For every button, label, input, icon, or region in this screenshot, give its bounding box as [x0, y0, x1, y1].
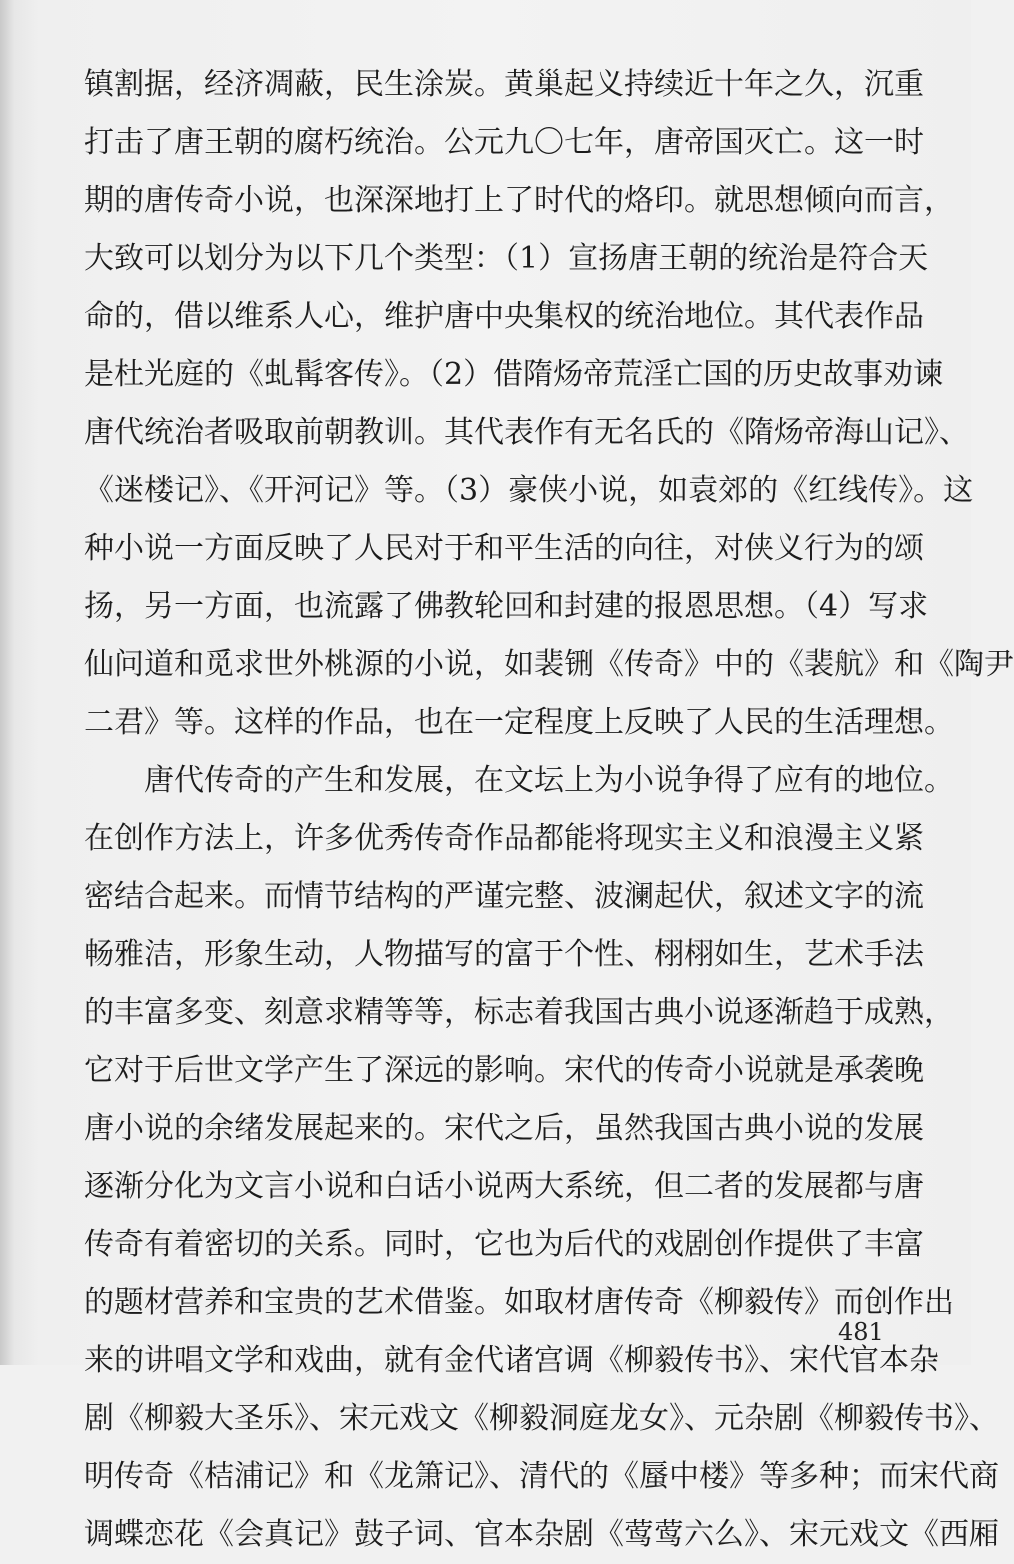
page-number: 481	[838, 1318, 884, 1346]
text-line-1: 镇割据，经济凋蔽，民生涂炭。黄巢起义持续近十年之久，沉重	[84, 67, 924, 102]
text-line-8: 《迷楼记》、《开河记》等。（3）豪侠小说，如袁郊的《红线传》。这	[84, 473, 974, 508]
text-line-14: 在创作方法上，许多优秀传奇作品都能将现实主义和浪漫主义紧	[84, 821, 924, 856]
text-line-18: 它对于后世文学产生了深远的影响。宋代的传奇小说就是承袭晚	[84, 1053, 924, 1088]
text-line-12: 二君》等。这样的作品，也在一定程度上反映了人民的生活理想。	[84, 705, 954, 740]
text-line-3: 期的唐传奇小说，也深深地打上了时代的烙印。就思想倾向而言，	[84, 183, 954, 218]
text-line-24: 剧《柳毅大圣乐》、宋元戏文《柳毅洞庭龙女》、元杂剧《柳毅传书》、	[84, 1401, 999, 1436]
text-line-9: 种小说一方面反映了人民对于和平生活的向往，对侠义行为的颂	[84, 531, 924, 566]
text-line-15: 密结合起来。而情节结构的严谨完整、波澜起伏，叙述文字的流	[84, 879, 924, 914]
text-line-6: 是杜光庭的《虬髯客传》。（2）借隋炀帝荒淫亡国的历史故事劝谏	[84, 357, 944, 392]
body-text	[84, 56, 1014, 1564]
text-line-21: 传奇有着密切的关系。同时，它也为后代的戏剧创作提供了丰富	[84, 1227, 924, 1262]
text-line-17: 的丰富多变、刻意求精等等，标志着我国古典小说逐渐趋于成熟，	[84, 995, 954, 1030]
text-line-20: 逐渐分化为文言小说和白话小说两大系统，但二者的发展都与唐	[84, 1169, 924, 1204]
text-line-5: 命的，借以维系人心，维护唐中央集权的统治地位。其代表作品	[84, 299, 924, 334]
text-line-7: 唐代统治者吸取前朝教训。其代表作有无名氏的《隋炀帝海山记》、	[84, 415, 969, 450]
text-line-4: 大致可以划分为以下几个类型：（1）宣扬唐王朝的统治是符合天	[84, 241, 929, 276]
text-line-25: 明传奇《桔浦记》和《龙箫记》、清代的《蜃中楼》等多种；而宋代商	[84, 1459, 999, 1494]
text-line-23: 来的讲唱文学和戏曲，就有金代诸宫调《柳毅传书》、宋代官本杂	[84, 1343, 939, 1378]
text-line-22: 的题材营养和宝贵的艺术借鉴。如取材唐传奇《柳毅传》而创作出	[84, 1285, 954, 1320]
text-line-19: 唐小说的余绪发展起来的。宋代之后，虽然我国古典小说的发展	[84, 1111, 924, 1146]
text-line-10: 扬，另一方面，也流露了佛教轮回和封建的报恩思想。（4）写求	[84, 589, 929, 624]
page-gutter-shadow	[0, 0, 14, 1365]
text-line-13: 唐代传奇的产生和发展，在文坛上为小说争得了应有的地位。	[84, 763, 954, 798]
text-line-11: 仙问道和觅求世外桃源的小说，如裴铏《传奇》中的《裴航》和《陶尹	[84, 647, 1014, 682]
text-line-2: 打击了唐王朝的腐朽统治。公元九〇七年，唐帝国灭亡。这一时	[84, 125, 924, 160]
text-line-26: 调蝶恋花《会真记》鼓子词、官本杂剧《莺莺六么》、宋元戏文《西厢	[84, 1517, 999, 1552]
text-line-16: 畅雅洁，形象生动，人物描写的富于个性、栩栩如生，艺术手法	[84, 937, 924, 972]
